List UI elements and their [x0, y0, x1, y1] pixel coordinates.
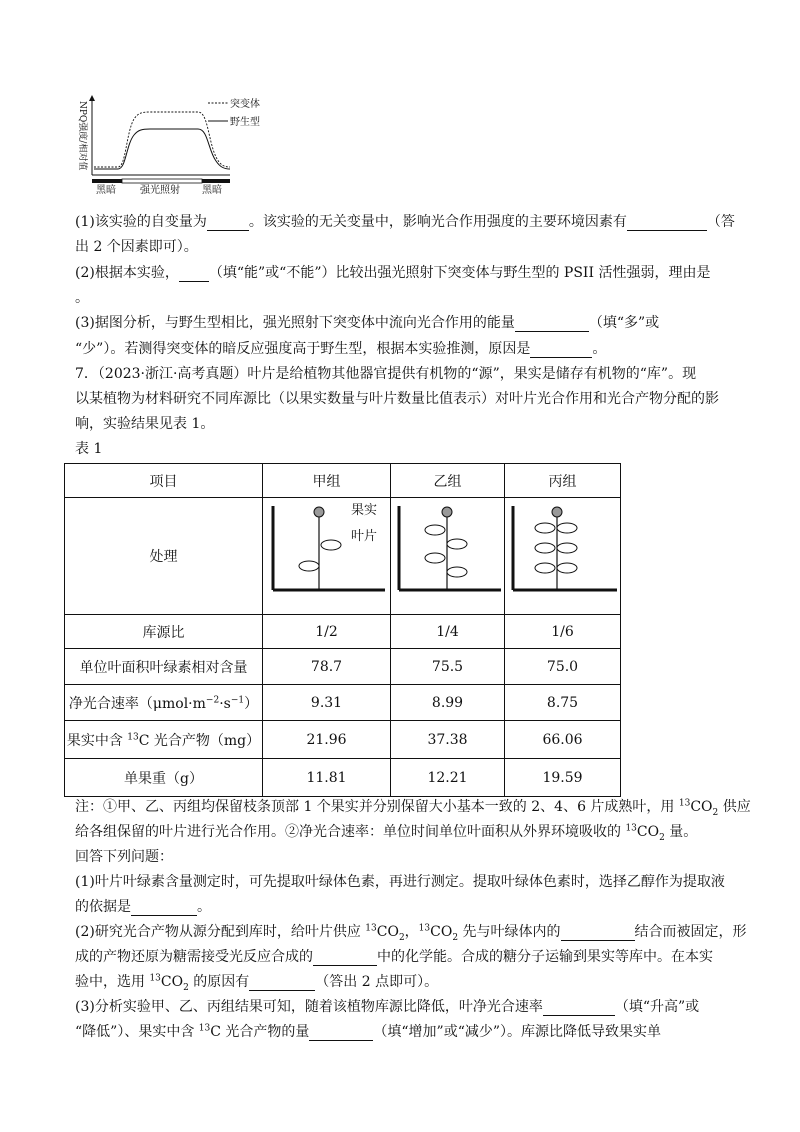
table-cell: 11.81: [263, 759, 391, 797]
table-cell: 1/4: [391, 615, 505, 649]
question-7-line-2: 以某植物为材料研究不同库源比（以果实数量与叶片数量比值表示）对叶片光合作用和光合产物分配的影: [75, 391, 719, 407]
row-label: 库源比: [65, 615, 263, 649]
answer-blank[interactable]: [515, 317, 589, 332]
question-7-line-3: 响，实验结果见表 1。: [75, 416, 215, 432]
answer-blank[interactable]: [179, 267, 209, 282]
plant-diagram-4-leaves: [391, 498, 504, 610]
header-cell: 项目: [65, 464, 263, 498]
light-bar: [122, 179, 202, 183]
table-cell: 19.59: [505, 759, 621, 797]
table-cell: 12.21: [391, 759, 505, 797]
table-cell: 8.99: [391, 685, 505, 721]
question-1-line-1: (1)该实验的自变量为 。该实验的无关变量中，影响光合作用强度的主要环境因素有 （答: [75, 214, 735, 230]
question-3-line-2: “少”）。若测得突变体的暗反应强度高于野生型，根据本实验推测，原因是 。: [75, 341, 607, 357]
part-2-line-1: (2)研究光合产物从源分配到库时，给叶片供应 $^{13}CO_2$，$^{13}CO_2$ 先与叶绿体内的 结合而被固定，形: [75, 923, 747, 943]
answer-blank[interactable]: [530, 343, 592, 358]
answer-blank[interactable]: [309, 1026, 373, 1041]
answer-blank[interactable]: [249, 976, 315, 991]
question-1-line-2: 出 2 个因素即可）。: [75, 239, 198, 255]
table-cell: 9.31: [263, 685, 391, 721]
question-7-line-1: 7．（2023·浙江·高考真题）叶片是给植物其他器官提供有机物的“源”，果实是储存有机物的“库”。现: [75, 366, 697, 382]
note-line-2: 给各组保留的叶片进行光合作用。②净光合速率：单位时间单位叶面积从外界环境吸收的 $^{13}CO_2$ 量。: [75, 823, 698, 843]
question-3-line-1: (3)据图分析，与野生型相比，强光照射下突变体中流向光合作用的能量 （填“多”或: [75, 315, 660, 331]
xlabel-dark-2: 黑暗: [202, 185, 222, 195]
xlabel-dark-1: 黑暗: [96, 185, 116, 195]
table-cell: 1/6: [505, 615, 621, 649]
prompt-text: 回答下列问题：: [75, 849, 173, 865]
note-line-1: 注：①甲、乙、丙组均保留枝条顶部 1 个果实并分别保留大小基本一致的 2、4、6 片成熟叶，用 $^{13}CO_2$ 供应: [75, 798, 751, 818]
part-2-line-3: 验中，选用 $^{13}CO_2$ 的原因有 （答出 2 点即可）。: [75, 973, 439, 993]
row-label: 单果重（g）: [65, 759, 263, 797]
table-cell: 21.96: [263, 721, 391, 759]
table-cell: 1/2: [263, 615, 391, 649]
treatment-diagram-a: [263, 498, 391, 615]
table-caption: 表 1: [75, 441, 103, 457]
question-2-line-1: (2)根据本实验， （填“能”或“不能”）比较出强光照射下突变体与野生型的 PSII 活性强弱，理由是: [75, 265, 711, 281]
table-cell: 78.7: [263, 649, 391, 685]
plant-diagram-2-leaves: [263, 498, 390, 610]
part-3-line-1: (3)分析实验甲、乙、丙组结果可知，随着该植物库源比降低，叶净光合速率 （填“升高”或: [75, 999, 700, 1015]
legend-mutant: 突变体: [230, 99, 260, 110]
treatment-diagram-c: [505, 498, 621, 615]
answer-blank[interactable]: [131, 901, 197, 916]
dark-bar-2: [202, 179, 230, 183]
answer-blank[interactable]: [207, 216, 249, 231]
part-3-line-2: “降低”）、果实中含 $^{13}$C 光合产物的量 （填“增加”或“减少”）。库源比降低导致果实单: [75, 1023, 662, 1040]
row-label: 果实中含 $^{13}$C 光合产物（mg）: [65, 721, 263, 759]
part-1-line-1: (1)叶片叶绿素含量测定时，可先提取叶绿体色素，再进行测定。提取叶绿体色素时，选择乙醇作为提取液: [75, 874, 725, 890]
table-cell: 37.38: [391, 721, 505, 759]
table-cell: 75.0: [505, 649, 621, 685]
question-2-line-2: 。: [75, 290, 89, 306]
table-cell: 8.75: [505, 685, 621, 721]
answer-blank[interactable]: [313, 951, 377, 966]
y-axis-label: [77, 101, 89, 170]
y-axis-title: NPQ强度/相对值: [77, 101, 87, 171]
header-cell: 丙组: [505, 464, 621, 498]
answer-blank[interactable]: [561, 926, 635, 941]
treatment-diagram-b: [391, 498, 505, 615]
npq-graph: [68, 95, 268, 195]
table-row: [65, 685, 621, 721]
table-row: [65, 721, 621, 759]
table-row: [65, 759, 621, 797]
answer-blank[interactable]: [543, 1001, 615, 1016]
table-cell: 66.06: [505, 721, 621, 759]
plant-diagram-6-leaves: [505, 498, 620, 610]
legend-wildtype: 野生型: [230, 117, 260, 128]
row-label: 净光合速率$(\mu mol\cdot m^{-2}\cdot s^{-1})$: [65, 685, 263, 721]
fruit-label: 果实: [351, 503, 378, 518]
dark-bar-1: [92, 179, 122, 183]
part-2-line-2: 成的产物还原为糖需接受光反应合成的 中的化学能。合成的糖分子运输到果实等库中。在本实: [75, 949, 713, 965]
part-1-line-2: 的依据是 。: [75, 899, 211, 915]
xlabel-light: 强光照射: [140, 185, 180, 195]
table-row: [65, 649, 621, 685]
treatment-label: 处理: [65, 498, 263, 615]
leaf-label: 叶片: [351, 529, 378, 544]
table-cell: 75.5: [391, 649, 505, 685]
mutant-curve: [94, 112, 230, 167]
row-label: 单位叶面积叶绿素相对含量: [65, 649, 263, 685]
answer-blank[interactable]: [627, 216, 707, 231]
results-table: [64, 463, 621, 797]
table-row: [65, 615, 621, 649]
header-cell: 乙组: [391, 464, 505, 498]
header-cell: 甲组: [263, 464, 391, 498]
